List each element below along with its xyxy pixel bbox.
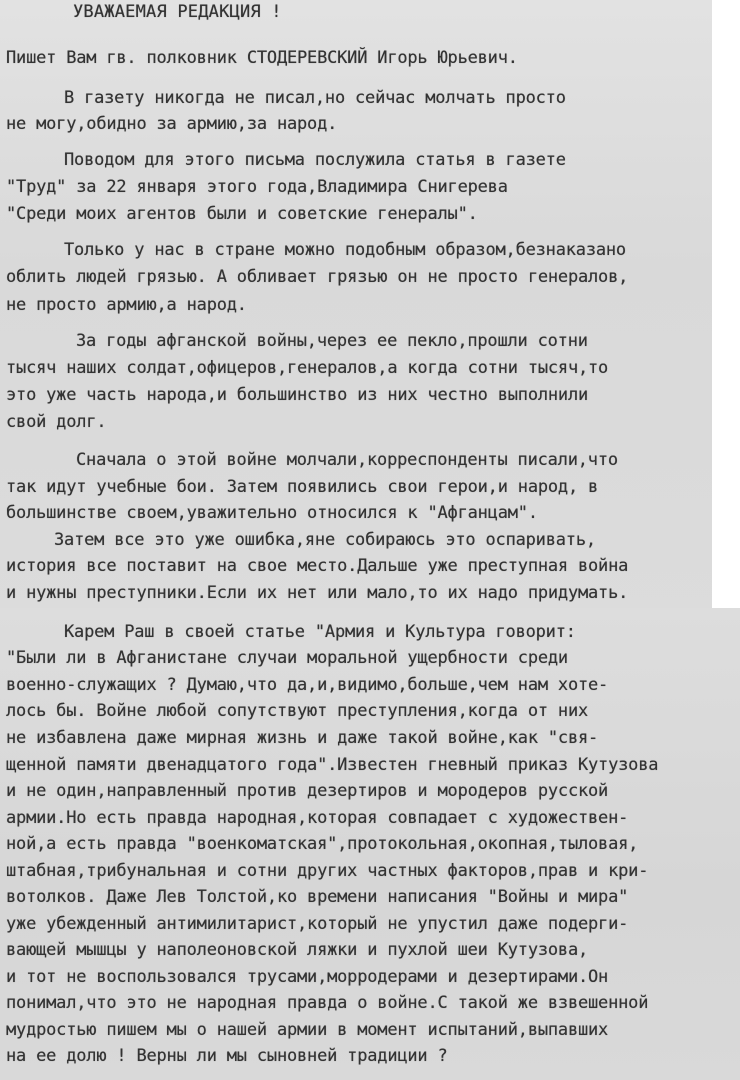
text-line: штабная,трибунальная и сотни других частных факторов,прав и кри- bbox=[6, 861, 649, 881]
text-line: "Среди моих агентов были и советские генералы". bbox=[6, 204, 478, 224]
text-line: За годы афганской войны,через ее пекло,прошли сотни bbox=[76, 331, 588, 351]
text-line: ной,а есть правда "военкоматская",протокольная,окопная,тыловая, bbox=[6, 834, 639, 854]
text-line: армии.Но есть правда народная,которая совпадает с художествен- bbox=[6, 808, 629, 828]
text-line: не избавлена даже мирная жизнь и даже такой войне,как "свя- bbox=[6, 728, 599, 748]
text-line: история все поставит на свое место.Дальше уже преступная война bbox=[6, 556, 629, 576]
text-line: облить людей грязью. А обливает грязью он не просто генералов, bbox=[6, 267, 629, 287]
text-line: Только у нас в стране можно подобным образом,безнаказано bbox=[64, 240, 626, 260]
text-line: вающей мышцы у наполеоновской ляжки и пухлой шеи Кутузова, bbox=[6, 940, 589, 960]
text-line: "Были ли в Афганистане случаи моральной ущербности среди bbox=[6, 648, 568, 668]
text-line: тысяч наших солдат,офицеров,генералов,а когда сотни тысяч,то bbox=[6, 358, 609, 378]
text-line: не могу,обидно за армию,за народ. bbox=[6, 114, 338, 134]
text-line: "Труд" за 22 января этого года,Владимира Снигерева bbox=[6, 177, 508, 197]
text-line: это уже часть народа,и большинство из них честно выполнили bbox=[6, 385, 589, 405]
text-line: и не один,направленный против дезертиров и мородеров русской bbox=[6, 781, 609, 801]
text-line: мудростью пишем мы о нашей армии в момент испытаний,выпавших bbox=[6, 1020, 609, 1040]
text-line: В газету никогда не писал,но сейчас молчать просто bbox=[64, 88, 566, 108]
text-line: щенной памяти двенадцатого года".Известен гневный приказ Кутузова bbox=[6, 755, 659, 775]
text-line: Сначала о этой войне молчали,корреспонденты писали,что bbox=[76, 450, 618, 470]
text-line: свой долг. bbox=[6, 412, 107, 432]
text-line: на ее долю ! Верны ли мы сыновней традиции ? bbox=[6, 1046, 448, 1066]
text-line: не просто армию,а народ. bbox=[6, 295, 247, 315]
text-line: вотолков. Даже Лев Толстой,ко времени написания "Войны и мира" bbox=[6, 887, 629, 907]
text-line: Пишет Вам гв. полковник СТОДЕРЕВСКИЙ Игорь Юрьевич. bbox=[6, 48, 518, 68]
letter-heading: УВАЖАЕМАЯ РЕДАКЦИЯ ! bbox=[73, 2, 282, 22]
text-line: Карем Раш в своей статье "Армия и Культура говорит: bbox=[64, 622, 576, 642]
text-line: понимал,что это не народная правда о войне.С такой же взвешенной bbox=[6, 993, 649, 1013]
text-line: большинстве своем,уважительно относился к "Афганцам". bbox=[6, 503, 538, 523]
text-line: Поводом для этого письма послужила статья в газете bbox=[64, 150, 566, 170]
text-line: так идут учебные бои. Затем появились свои герои,и народ, в bbox=[6, 477, 599, 497]
text-line: уже убежденный антимилитарист,который не упустил даже подерги- bbox=[6, 914, 629, 934]
text-line: и тот не воспользовался трусами,морродерами и дезертирами.Он bbox=[6, 967, 609, 987]
text-line: военно-служащих ? Думаю,что да,и,видимо,больше,чем нам хоте- bbox=[6, 675, 609, 695]
text-line: Затем все это уже ошибка,яне собираюсь это оспаривать, bbox=[54, 530, 596, 550]
text-line: лось бы. Войне любой сопутствуют преступления,когда от них bbox=[6, 701, 589, 721]
text-line: и нужны преступники.Если их нет или мало,то их надо придумать. bbox=[6, 583, 629, 603]
